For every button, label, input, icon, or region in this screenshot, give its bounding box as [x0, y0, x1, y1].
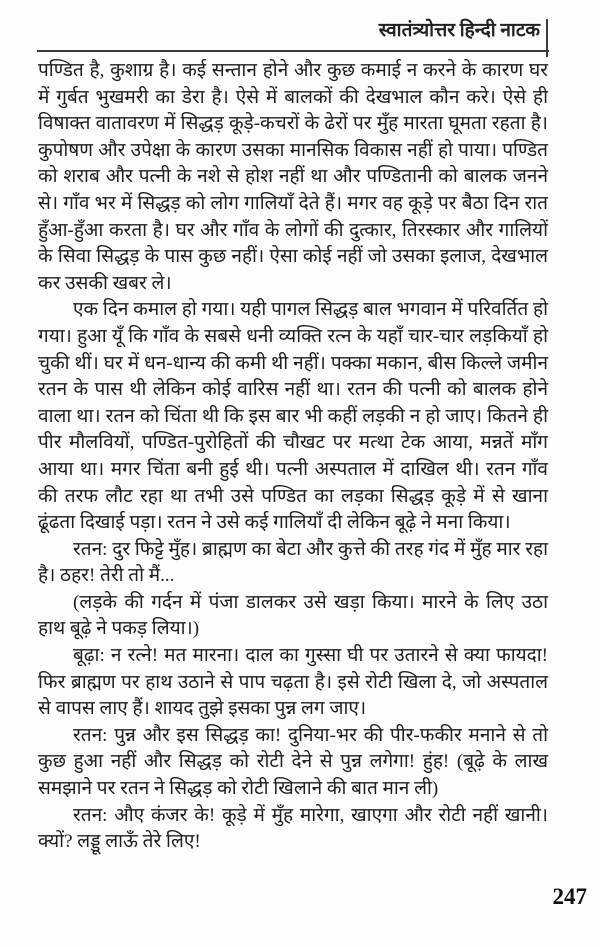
paragraph-stage-direction: (लड़के की गर्दन में पंजा डालकर उसे खड़ा किया। मारने के लिए उठा हाथ बूढ़े ने पकड़ लिया।): [38, 591, 548, 640]
paragraph-narration: एक दिन कमाल हो गया। यही पागल सिद्धड़ बाल भगवान में परिवर्तित हो गया। हुआ यूँ कि गाँव के सबसे धनी व्यक्ति रत्न के यहाँ चार-चार लड़कियाँ हो चुकी थीं। घर में धन-धान्य की कमी थी नहीं। पक्का मकान, बीस किल्ले जमीन रतन के पास थी लेकिन कोई वारिस नहीं था। रतन की पत्नी को बालक होने वाला था। रतन को चिंता थी कि इस बार भी कहीं लड़की न हो जाए। कितने ही पीर मौलवियों, पण्डित-पुरोहितों की चौखट पर मत्था टेक आया, मन्नतें माँग आया था। मगर चिंता बनी हुई थी। पत्नी अस्पताल में दाखिल थी। रतन गाँव की तरफ लौट रहा था तभी उसे पण्डित का लड़का सिद्धड़ कूड़े में से खाना ढूंढता दिखाई पड़ा। रतन ने उसे कई गालियाँ दी लेकिन बूढ़े ने मना किया।: [38, 299, 548, 534]
header-vertical-rule: [546, 19, 548, 57]
header-horizontal-rule: [37, 50, 549, 52]
paragraph-dialogue-ratan: रतन: दुर फिट्टे मुँह। ब्राह्मण का बेटा और कुत्ते की तरह गंद में मुँह मार रहा है। ठहर! तेरी तो मैं...: [38, 538, 548, 587]
paragraph-continuation: पण्डित है, कुशाग्र है। कई सन्तान होने और कुछ कमाई न करने के कारण घर में गुर्बत भुखमरी का डेरा है। ऐसे में बालकों की देखभाल कौन करे। ऐसे ही विषाक्त वातावरण में सिद्धड़ कूड़े-कचरों के ढेरों पर मुँह मारता घूमता रहता है। कुपोषण और उपेक्षा के कारण उसका मानसिक विकास नहीं हो पाया। पण्डित को शराब और पत्नी के नशे से होश नहीं था और पण्डितानी को बालक जनने से। गाँव भर में सिद्धड़ को लोग गालियाँ देते हैं। मगर वह कूड़े पर बैठा दिन रात हुँआ-हुँआ करता है। घर और गाँव के लोगों की दुत्कार, तिरस्कार और गालियों के सिवा सिद्धड़ के पास कुछ नहीं। ऐसा कोई नहीं जो उसका इलाज, देखभाल कर उसकी खबर ले।: [38, 60, 548, 294]
paragraph-dialogue-ratan-3: रतन: औए कंजर के! कूड़े में मुँह मारेगा, खाएगा और रोटी नहीं खानी। क्यों? लड्डू लाऊँ तेरे लिए!: [38, 804, 548, 853]
page-number: 247: [552, 884, 587, 909]
paragraph-dialogue-ratan-2: रतन: पुन्न और इस सिद्धड़ का! दुनिया-भर की पीर-फकीर मनाने से तो कुछ हुआ नहीं और सिद्धड़ को रोटी देने से पुन्न लगेगा! हुंह! (बूढ़े के लाख समझाने पर रतन ने सिद्धड़ को रोटी खिलाने की बात मान ली): [38, 724, 548, 800]
running-header-title: स्वातंत्र्योत्तर हिन्दी नाटक: [378, 20, 540, 41]
paragraph-dialogue-budha: बूढ़ा: न रत्ने! मत मारना। दाल का गुस्सा घी पर उतारने से क्या फायदा! फिर ब्राह्मण पर हाथ उठाने से पाप चढ़ता है। इसे रोटी खिला दे, जो अस्पताल से वापस लाए हैं। शायद तुझे इसका पुन्न लग जाए।: [38, 645, 548, 720]
body-text-block: [38, 58, 548, 856]
